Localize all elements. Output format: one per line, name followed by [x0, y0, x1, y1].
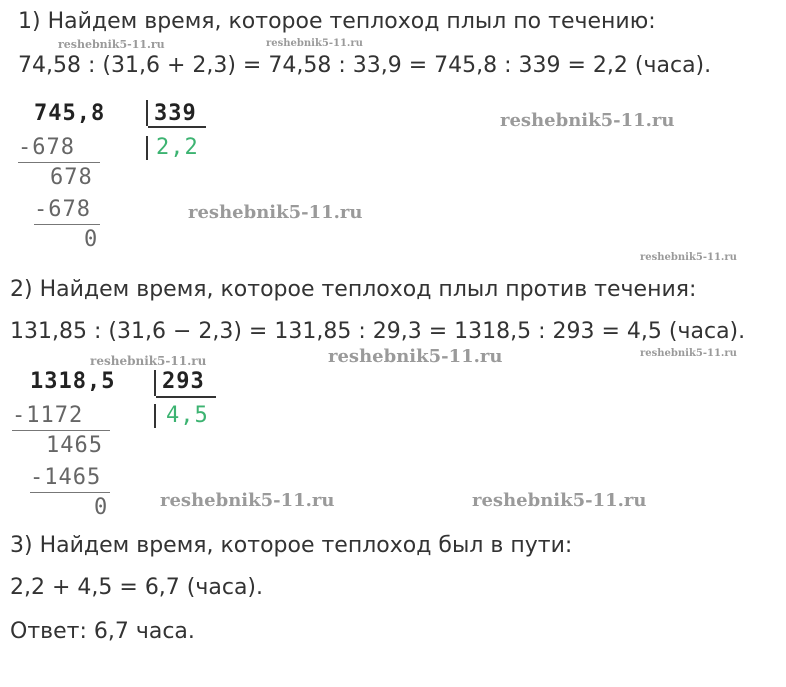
watermark: reshebnik5-11.ru [500, 110, 675, 131]
watermark: reshebnik5-11.ru [188, 202, 363, 223]
watermark: reshebnik5-11.ru [266, 38, 363, 49]
step1-dividend: 745,8 [34, 101, 106, 126]
step2-subtrahend-2: -1465 [30, 465, 102, 490]
watermark: reshebnik5-11.ru [160, 490, 335, 511]
step1-division-vertical-bar [146, 100, 148, 126]
step2-divisor: 293 [162, 369, 205, 394]
step1-remainder-1: 678 [50, 165, 93, 190]
step2-line-1 [12, 430, 110, 431]
step2-divisor-underline [156, 396, 216, 398]
watermark: reshebnik5-11.ru [90, 354, 207, 368]
step1-heading: 1) Найдем время, которое теплоход плыл по течению: [18, 9, 656, 34]
watermark: reshebnik5-11.ru [472, 490, 647, 511]
step2-heading: 2) Найдем время, которое теплоход плыл против течения: [10, 277, 697, 302]
step3-formula: 2,2 + 4,5 = 6,7 (часа). [10, 575, 264, 600]
step3-heading: 3) Найдем время, которое теплоход был в пути: [10, 533, 573, 558]
step2-line-2 [30, 492, 110, 493]
step1-formula: 74,58 : (31,6 + 2,3) = 74,58 : 33,9 = 745,8 : 339 = 2,2 (часа). [18, 53, 712, 78]
step1-divisor-underline [148, 126, 206, 128]
step2-remainder-2: 0 [94, 495, 109, 520]
step1-remainder-2: 0 [84, 227, 99, 252]
step2-quotient: 4,5 [166, 403, 209, 428]
step1-divisor: 339 [154, 101, 197, 126]
watermark: reshebnik5-11.ru [640, 348, 737, 359]
step2-division-vertical-bar [154, 370, 156, 396]
step2-formula: 131,85 : (31,6 − 2,3) = 131,85 : 29,3 = 1318,5 : 293 = 4,5 (часа). [10, 319, 746, 344]
watermark: reshebnik5-11.ru [328, 346, 503, 367]
watermark: reshebnik5-11.ru [58, 38, 165, 51]
step1-quotient: 2,2 [156, 135, 199, 160]
step1-line-1 [18, 162, 100, 163]
step1-subtrahend-1: -678 [18, 135, 75, 160]
step1-quotient-bar [146, 136, 148, 160]
step1-subtrahend-2: -678 [34, 197, 91, 222]
watermark: reshebnik5-11.ru [640, 252, 737, 263]
step2-remainder-1: 1465 [46, 433, 103, 458]
step1-line-2 [34, 224, 100, 225]
step2-quotient-bar [154, 404, 156, 428]
answer-text: Ответ: 6,7 часа. [10, 619, 195, 644]
step2-dividend: 1318,5 [30, 369, 116, 394]
step2-subtrahend-1: -1172 [12, 403, 84, 428]
